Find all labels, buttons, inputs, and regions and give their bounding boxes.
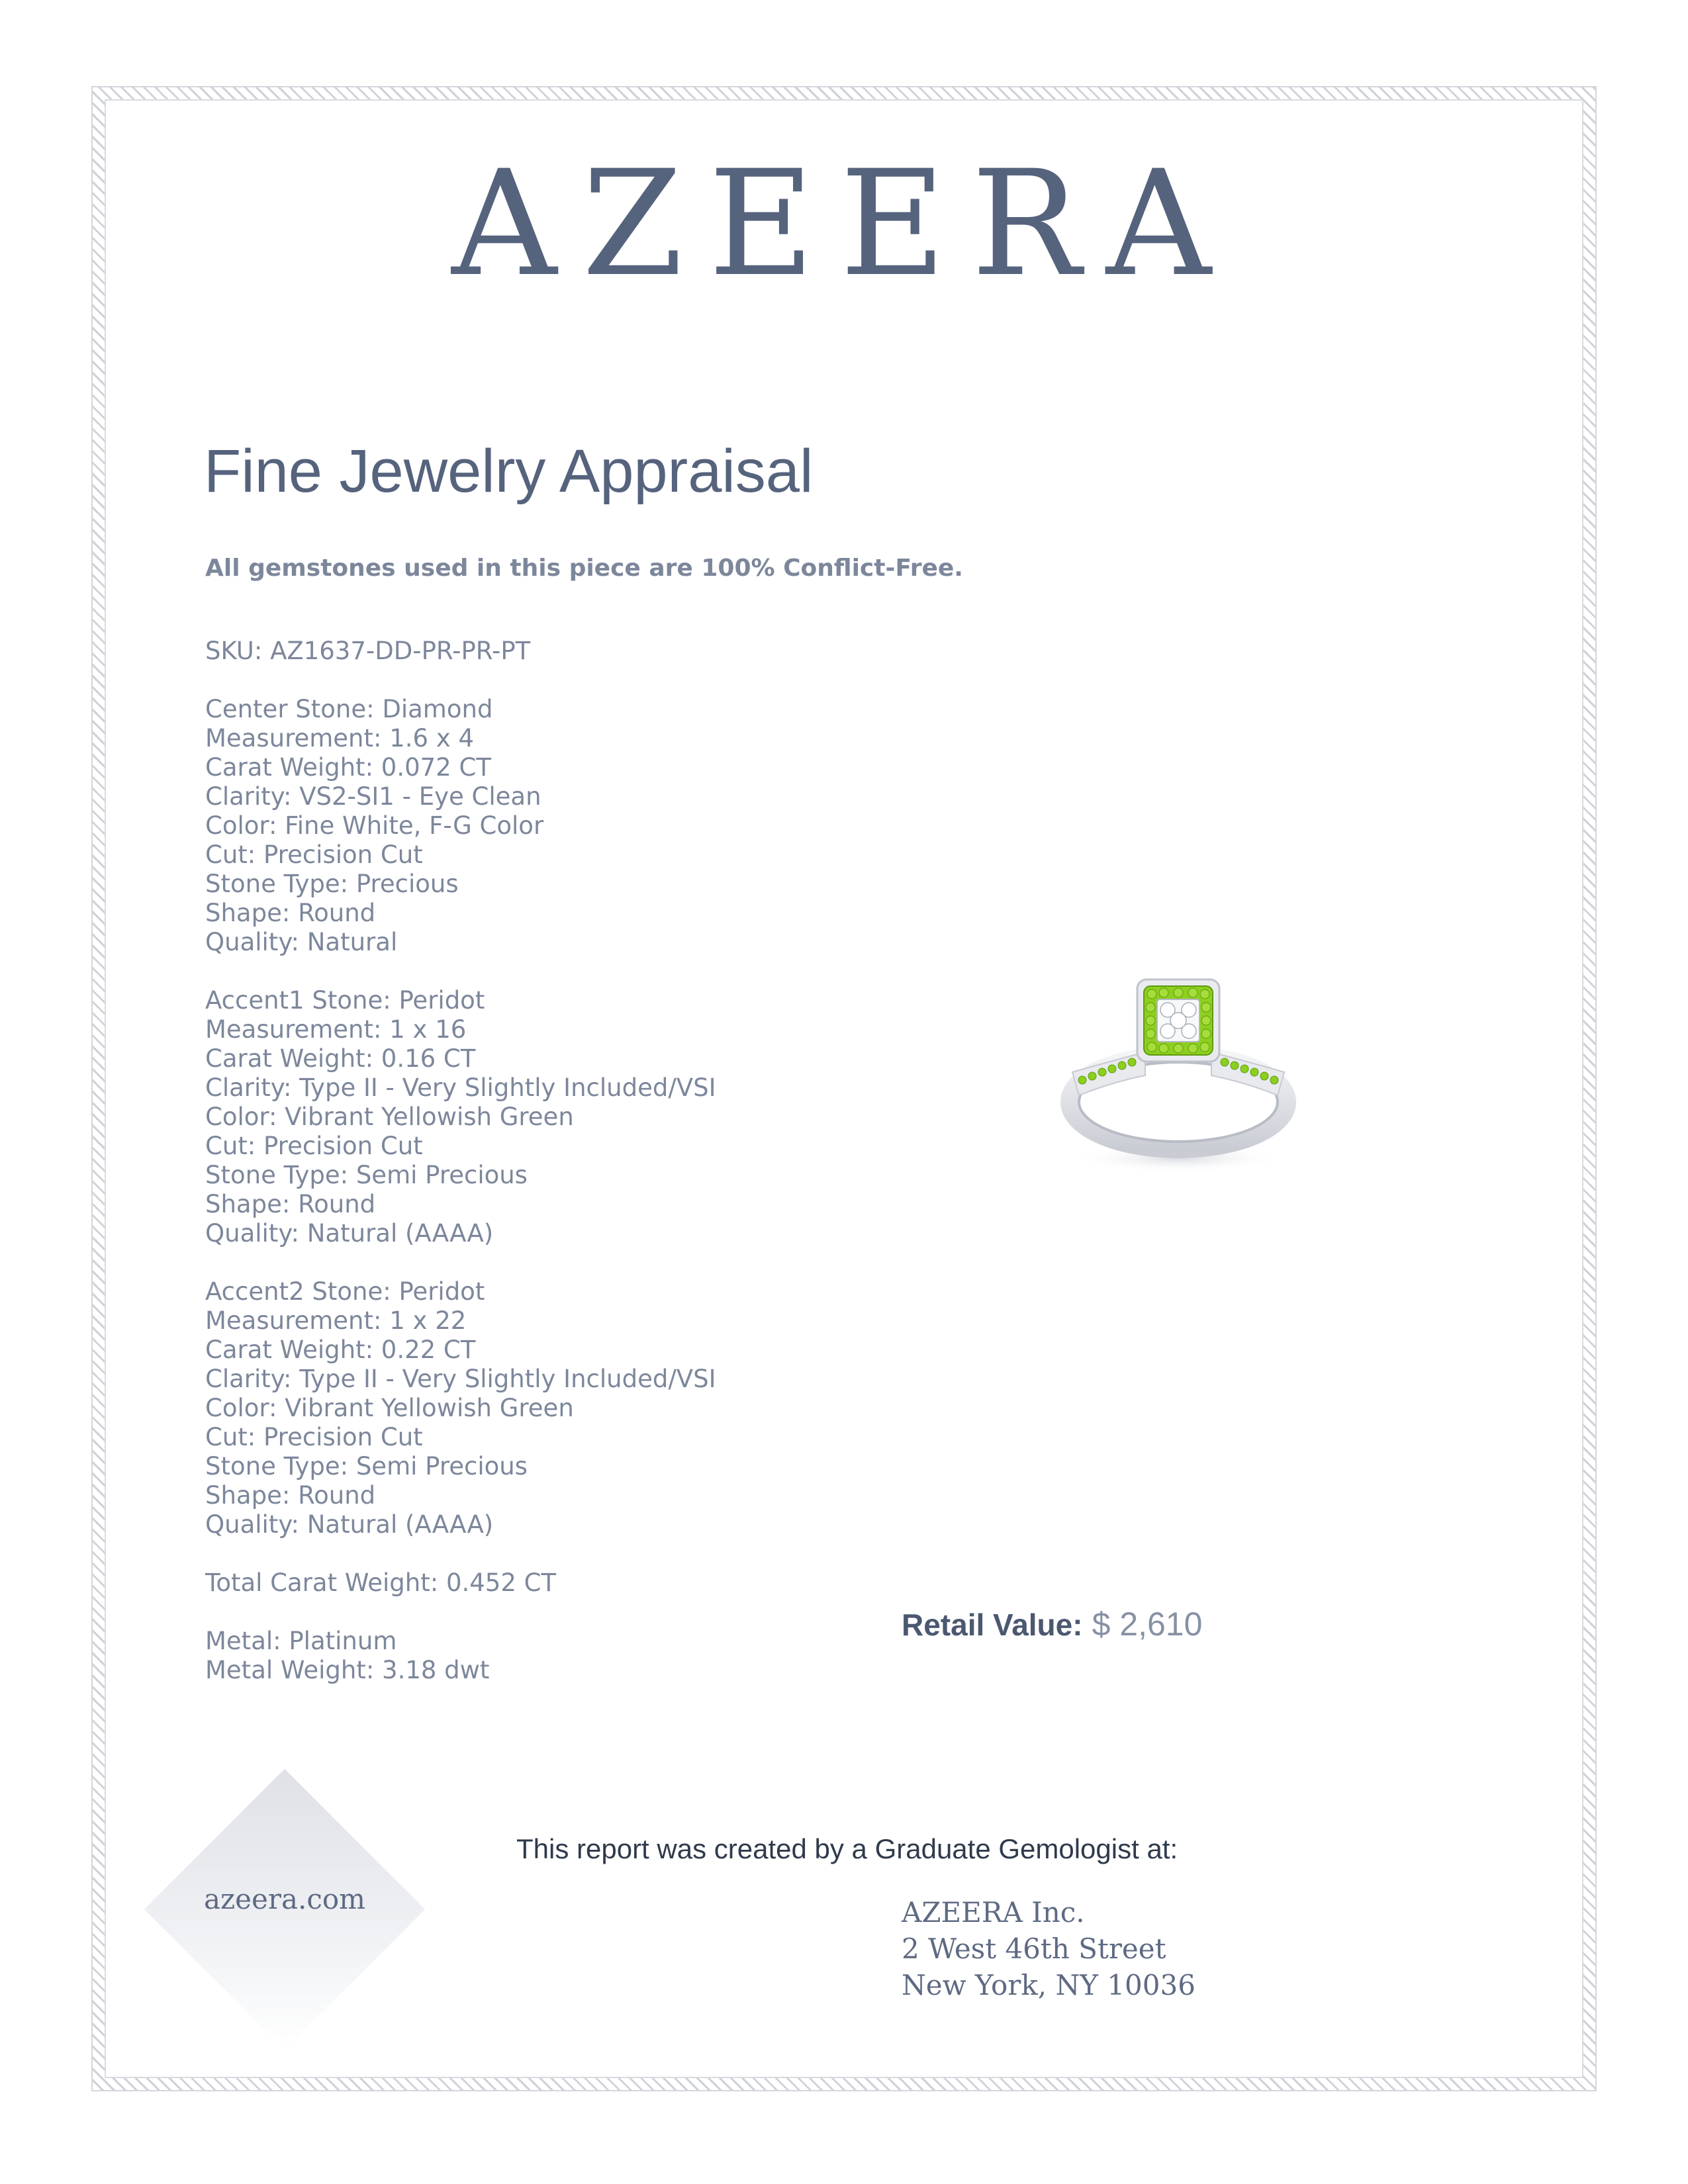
- spec-line: Carat Weight: 0.072 CT: [205, 753, 491, 782]
- spec-line: Cut: Precision Cut: [205, 1423, 423, 1451]
- spec-line: Shape: Round: [205, 1481, 376, 1510]
- spec-line: Shape: Round: [205, 899, 376, 927]
- retail-value: [902, 1605, 1202, 1643]
- spec-line: Color: Vibrant Yellowish Green: [205, 1394, 574, 1422]
- spec-line: Clarity: Type II - Very Slightly Included/VSI: [205, 1365, 716, 1393]
- spec-line: Cut: Precision Cut: [205, 1132, 423, 1160]
- accent2-stone-section: [205, 1277, 1000, 1539]
- address-line: AZEERA Inc.: [902, 1896, 1085, 1929]
- company-address: [902, 1894, 1196, 2003]
- spec-line: Clarity: VS2-SI1 - Eye Clean: [205, 782, 541, 811]
- metal-weight: Metal Weight: 3.18 dwt: [205, 1656, 490, 1684]
- brand-logo: AZEERA: [451, 139, 1237, 308]
- spec-line: Cut: Precision Cut: [205, 841, 423, 869]
- spec-line: Stone Type: Semi Precious: [205, 1452, 528, 1480]
- logo-container: [0, 139, 1688, 308]
- address-line: 2 West 46th Street: [902, 1933, 1166, 1965]
- address-line: New York, NY 10036: [902, 1969, 1196, 2001]
- spec-line: Accent1 Stone: Peridot: [205, 986, 485, 1015]
- report-note: This report was created by a Graduate Gemologist at:: [516, 1833, 1178, 1864]
- spec-line: Quality: Natural (AAAA): [205, 1510, 494, 1539]
- document-title: Fine Jewelry Appraisal: [204, 437, 814, 505]
- spec-line: Carat Weight: 0.16 CT: [205, 1044, 476, 1073]
- center-stone-section: [205, 695, 1000, 957]
- spec-line: Quality: Natural (AAAA): [205, 1219, 494, 1248]
- accent1-stone-section: [205, 986, 1000, 1248]
- spec-line: Carat Weight: 0.22 CT: [205, 1336, 476, 1364]
- spec-line: Shape: Round: [205, 1190, 376, 1218]
- spec-line: Measurement: 1 x 22: [205, 1306, 467, 1335]
- spec-line: Measurement: 1 x 16: [205, 1015, 467, 1044]
- ring-image: [1053, 960, 1304, 1178]
- spec-line: Color: Fine White, F-G Color: [205, 811, 544, 840]
- total-carat-weight: Total Carat Weight: 0.452 CT: [205, 1569, 557, 1597]
- spec-line: Stone Type: Precious: [205, 870, 459, 898]
- conflict-free-note: All gemstones used in this piece are 100% Conflict-Free.: [205, 555, 963, 582]
- spec-line: Center Stone: Diamond: [205, 695, 493, 723]
- metal: Metal: Platinum: [205, 1627, 397, 1655]
- specifications: [205, 637, 1000, 1685]
- spec-line: Measurement: 1.6 x 4: [205, 724, 475, 752]
- spec-line: Accent2 Stone: Peridot: [205, 1277, 485, 1306]
- retail-value-label: Retail Value:: [902, 1608, 1083, 1642]
- spec-line: Color: Vibrant Yellowish Green: [205, 1103, 574, 1131]
- spec-line: Stone Type: Semi Precious: [205, 1161, 528, 1189]
- sku: SKU: AZ1637-DD-PR-PR-PT: [205, 637, 531, 665]
- spec-line: Clarity: Type II - Very Slightly Included/VSI: [205, 1073, 716, 1102]
- website: azeera.com: [204, 1883, 365, 1915]
- retail-value-amount: $ 2,610: [1092, 1606, 1203, 1643]
- spec-line: Quality: Natural: [205, 928, 398, 956]
